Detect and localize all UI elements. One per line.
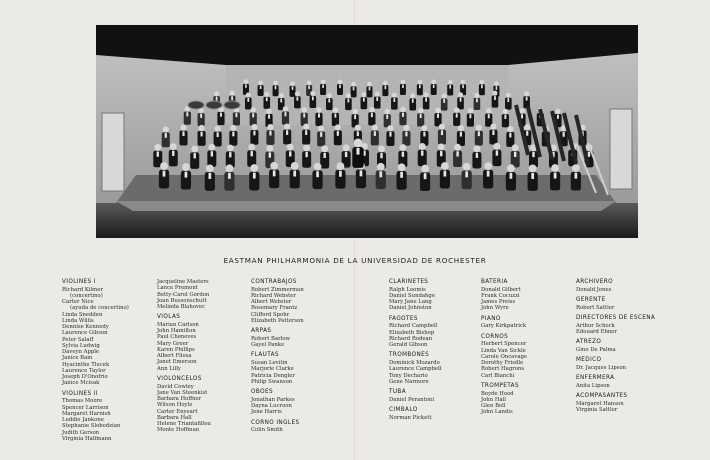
musician-figure: [233, 107, 240, 126]
member-name: John Landis: [481, 409, 513, 416]
member-name: John Wyre: [481, 305, 509, 312]
musician-figure: [198, 108, 205, 127]
roster-section: [576, 393, 655, 413]
member-name: Gerald Gibson: [389, 342, 428, 349]
member-name: Paul Cheneves: [157, 334, 197, 341]
musician-figure: [273, 81, 279, 97]
musician-figure: [361, 92, 368, 109]
roster-section: [481, 279, 527, 312]
section-heading: FLAUTAS: [251, 352, 279, 359]
musician-figure: [453, 144, 462, 167]
section-heading: CONTRABAJOS: [251, 279, 297, 285]
musician-figure: [400, 80, 406, 96]
member-name: Laurence Gibson: [62, 330, 108, 337]
member-name: Albert Fliosa: [157, 353, 192, 360]
member-name: Virginia Halfmann: [62, 435, 112, 442]
musician-figure: [326, 93, 333, 110]
musician-figure: [169, 143, 178, 166]
member-name: Clifford Spohr: [251, 311, 290, 318]
member-name: Dominick Mozardo: [389, 360, 440, 367]
musician-figure: [374, 92, 381, 109]
member-name: Janet Emerson: [157, 359, 197, 366]
member-name: Melinda Blahovec: [157, 304, 206, 310]
section-heading: ENFERMERA: [576, 375, 615, 382]
musician-figure: [258, 81, 264, 97]
member-name: Glen Bell: [481, 403, 506, 409]
musician-figure: [440, 162, 450, 188]
member-name: Luddie Jankone: [62, 417, 104, 424]
musician-figure: [506, 126, 514, 147]
roster-section: [157, 314, 211, 372]
musician-figure: [505, 93, 512, 110]
musician-figure: [431, 79, 437, 95]
member-name: Robert Zimmerman: [251, 286, 304, 293]
member-name: Margaret Harnish: [62, 410, 111, 417]
musician-figure: [418, 143, 427, 166]
musician-figure: [434, 108, 441, 127]
member-name: Philip Swanson: [251, 378, 293, 385]
member-name: Carter Nice: [62, 299, 94, 306]
musician-figure: [334, 124, 342, 145]
member-name: Spencer Larrison: [62, 404, 109, 411]
musician-figure: [229, 125, 237, 146]
roster-section: [251, 389, 304, 415]
member-name: Helene Triantafillou: [157, 421, 211, 428]
musician-figure: [457, 125, 465, 146]
musician-figure: [184, 106, 191, 125]
musician-figure: [438, 124, 446, 145]
member-name: Elizabeth Patterson: [251, 317, 304, 324]
section-heading: MEDICO: [576, 357, 602, 364]
musician-figure: [386, 125, 394, 146]
roster-column: [157, 279, 211, 438]
member-name: Dorothy Frisdle: [481, 360, 524, 367]
musician-figure: [417, 108, 424, 127]
musician-figure: [302, 124, 310, 145]
roster-column: [251, 279, 304, 438]
musician-figure: [483, 162, 493, 188]
member-name: Karen Phillips: [157, 346, 195, 353]
member-name: Donald Gilbert: [481, 286, 521, 293]
member-name: Joseph D'Onofrio: [62, 374, 108, 381]
section-heading: TROMPETAS: [481, 382, 519, 389]
musician-figure: [474, 93, 481, 110]
musician-figure: [475, 125, 483, 146]
timpani-icon: [188, 101, 204, 109]
member-name: Wilson Hoyle: [157, 402, 193, 409]
musician-figure: [352, 138, 363, 167]
musician-figure: [294, 91, 301, 108]
member-name: Barbara Hall: [157, 414, 192, 421]
member-name: Janice Mcisak: [62, 380, 100, 387]
musician-figure: [283, 123, 291, 144]
member-name: Daniel Johnston: [389, 305, 432, 312]
roster-section: [389, 407, 442, 421]
member-name: Robert Barlow: [251, 335, 291, 342]
musician-figure: [332, 107, 339, 126]
section-heading: CLARINETES: [389, 279, 429, 285]
musician-figure: [472, 145, 481, 168]
section-heading: ARCHIVERO: [576, 279, 613, 285]
musician-figure: [447, 80, 453, 96]
musician-figure: [371, 124, 379, 145]
section-heading: VIOLONCELOS: [157, 376, 202, 383]
roster-column: [481, 279, 527, 420]
musician-figure: [492, 143, 501, 166]
musician-figure: [179, 125, 187, 146]
member-name: Barbara Hoffner: [157, 396, 202, 403]
member-name: Gene Narmore: [389, 378, 429, 385]
member-name: Robert Hagrons: [481, 366, 525, 373]
roster-column: [389, 279, 442, 425]
member-name: Colin Smith: [251, 427, 283, 434]
member-name: Susan Levitin: [251, 360, 288, 367]
musician-figure: [290, 162, 300, 188]
member-name: Peter Salaff: [62, 336, 94, 343]
roster-section: [576, 315, 655, 335]
member-name: Richard Rodean: [389, 335, 433, 342]
member-name: Tony Dechario: [389, 372, 428, 379]
roster-column: [576, 279, 655, 417]
member-name: Virginia Sattler: [576, 406, 618, 413]
musician-figure: [382, 81, 388, 97]
musician-figure: [420, 165, 430, 191]
musician-figure: [269, 162, 279, 188]
section-heading: BATERIA: [481, 279, 508, 285]
timpani-icon: [206, 101, 222, 109]
member-name: Monte Hoffman: [157, 427, 200, 434]
musician-figure: [441, 94, 448, 111]
musician-figure: [290, 81, 296, 97]
section-heading: VIOLINES II: [62, 390, 98, 397]
member-name: Linda Willis: [62, 317, 94, 324]
roster-section: [62, 391, 129, 442]
musician-figure: [550, 164, 560, 190]
musician-figure: [366, 82, 372, 98]
photo-caption: EASTMAN PHILHARMONIA DE LA UNIVERSIDAD DE ROCHESTER: [223, 256, 487, 265]
roster-section: [576, 339, 655, 353]
musician-figure: [417, 80, 423, 96]
musician-figure: [420, 125, 428, 146]
musician-figure: [320, 79, 326, 95]
section-heading: TROMBONES: [389, 352, 430, 359]
section-heading: DIRECTORES DE ESCENA: [576, 314, 656, 321]
member-name: Daveyn Apple: [62, 349, 100, 356]
musician-figure: [315, 107, 322, 126]
timpani-icon: [224, 101, 240, 109]
member-name: Thomas Moore: [62, 398, 103, 405]
section-heading: FAGOTES: [389, 315, 418, 322]
musician-figure: [250, 107, 257, 126]
member-name: Stephanie Slobodzian: [62, 423, 121, 430]
musician-figure: [190, 146, 199, 169]
musician-figure: [528, 165, 538, 191]
roster-section: [389, 389, 442, 403]
musician-figure: [457, 92, 464, 109]
roster-section: [251, 328, 304, 348]
roster-column: [62, 279, 129, 446]
member-name: Joan Bussenschutt: [157, 297, 207, 304]
roster-section: [251, 352, 304, 385]
musician-figure: [162, 126, 170, 147]
musician-figure: [453, 107, 460, 126]
member-name: Richard Webster: [251, 292, 296, 299]
musician-figure: [198, 125, 206, 146]
member-name: Janice Bain: [62, 355, 93, 362]
orchestra-photo-icon: [96, 25, 638, 238]
member-name: Marjorie Clarke: [251, 366, 294, 373]
member-name: Gayel Panke: [251, 342, 285, 349]
musician-figure: [506, 164, 516, 190]
member-name: Jacqueline Masters: [157, 279, 209, 285]
musician-figure: [571, 164, 581, 190]
member-name: (concertino): [70, 292, 103, 299]
musician-figure: [159, 162, 169, 188]
roster-section: [576, 375, 655, 389]
member-name: Marian Carlson: [157, 321, 199, 328]
musician-figure: [301, 107, 308, 126]
musician-figure: [492, 91, 499, 108]
member-name: Arthur Schock: [576, 322, 615, 329]
musician-figure: [224, 164, 234, 190]
section-heading: ACOMPASANTES: [576, 393, 628, 400]
musician-figure: [317, 125, 325, 146]
musician-figure: [310, 91, 317, 108]
musician-figure: [523, 91, 530, 108]
section-heading: TUBA: [389, 389, 407, 396]
section-heading: ATREZO: [576, 339, 602, 346]
member-name: Dr. Jacques Lipson: [576, 364, 627, 371]
member-name: Daniel Perantoni: [389, 396, 435, 403]
musician-figure: [423, 92, 430, 109]
section-heading: CORNO INGLES: [251, 419, 300, 426]
member-name: Linda Van Sickle: [481, 347, 526, 354]
roster-section: [157, 376, 211, 434]
musician-figure: [511, 144, 520, 167]
musician-figure: [409, 93, 416, 110]
musician-figure: [384, 109, 391, 128]
section-heading: CORNOS: [481, 333, 509, 340]
musician-figure: [368, 107, 375, 126]
member-name: Anita Lipson: [576, 382, 610, 389]
musician-figure: [245, 92, 252, 109]
musician-figure: [217, 107, 224, 126]
musician-figure: [247, 144, 256, 167]
musician-figure: [263, 92, 270, 109]
member-name: (ayuda de concertino): [70, 305, 129, 312]
roster-section: [251, 420, 304, 434]
member-name: Lance Premont: [157, 285, 198, 292]
member-name: Margaret Hanson: [576, 400, 624, 407]
member-name: Patricia Dengler: [251, 372, 295, 379]
member-name: Laurence Campbell: [389, 366, 442, 373]
musician-figure: [337, 80, 343, 96]
musician-figure: [266, 124, 274, 145]
member-name: Frank Cocuzzi: [481, 292, 520, 299]
member-name: Carl Bianchi: [481, 372, 515, 379]
member-name: Dennise Kennedy: [62, 324, 109, 331]
member-name: Edouard Ebner: [576, 328, 617, 335]
musician-figure: [249, 164, 259, 190]
musician-figure: [302, 144, 311, 167]
member-name: Norman Pickett: [389, 414, 432, 421]
member-name: Ann Lilly: [157, 365, 181, 372]
member-name: Dayna Lucroon: [251, 403, 292, 409]
member-name: Mary Jane Lang: [389, 299, 432, 306]
member-name: Boyde Hood: [481, 390, 514, 397]
member-name: Ralph Loomis: [389, 286, 426, 293]
member-name: Jane Van Steenkist: [157, 389, 208, 396]
musician-figure: [376, 163, 386, 189]
musician-figure: [207, 144, 216, 167]
musician-figure: [320, 145, 329, 168]
roster-section: [576, 297, 655, 311]
musician-figure: [226, 145, 235, 168]
musician-figure: [205, 164, 215, 190]
musician-figure: [214, 126, 222, 147]
musician-figure: [485, 108, 492, 127]
member-name: Linda Snedden: [62, 311, 103, 318]
musician-figure: [402, 125, 410, 146]
member-name: James Preiss: [481, 299, 516, 306]
roster-section: [389, 316, 442, 349]
member-name: Richard Campbell: [389, 323, 438, 330]
musician-figure: [312, 163, 322, 189]
section-heading: GERENTE: [576, 296, 606, 303]
musician-figure: [396, 163, 406, 189]
section-heading: PIANO: [481, 315, 501, 322]
roster-section: [62, 279, 129, 387]
member-name: Daniel Sundahge: [389, 292, 435, 299]
roster-section: [576, 279, 655, 293]
member-name: Mary Greer: [157, 340, 189, 347]
member-name: Gino De Palma: [576, 346, 616, 353]
roster-section: [481, 316, 527, 330]
member-name: Donald Jones: [576, 286, 612, 293]
member-name: Laurence Taylor: [62, 367, 106, 374]
member-name: Albert Webster: [251, 299, 292, 306]
roster-section: [481, 334, 527, 379]
musician-figure: [282, 106, 289, 125]
member-name: Jonathan Parkes: [251, 396, 295, 403]
section-heading: OBOES: [251, 389, 273, 396]
musician-figure: [467, 108, 474, 127]
member-name: Richard Kilmer: [62, 286, 103, 293]
musician-figure: [351, 82, 357, 97]
member-name: Robert Sattler: [576, 304, 615, 311]
roster-section: [481, 383, 527, 416]
orchestra-photograph: [96, 25, 638, 238]
member-name: Carole Oncavage: [481, 353, 527, 360]
member-name: Herbert Spencer: [481, 341, 527, 348]
musician-figure: [181, 163, 191, 189]
musician-figure: [479, 80, 485, 96]
musician-figure: [399, 107, 406, 126]
member-name: Gary Kirkpatrick: [481, 323, 527, 330]
roster-section: [251, 279, 304, 324]
section-heading: VIOLAS: [157, 314, 181, 321]
musician-figure: [345, 93, 352, 110]
member-name: John Hall: [481, 396, 506, 403]
member-name: Rosemary Frantz: [251, 305, 298, 312]
member-name: Carter Enyeart: [157, 408, 198, 415]
musician-figure: [391, 93, 398, 110]
section-heading: VIOLINES I: [62, 279, 96, 285]
musician-figure: [250, 124, 258, 145]
roster-section: [389, 352, 442, 385]
section-heading: ARPAS: [251, 328, 272, 335]
member-name: Elizabeth Bishop: [389, 329, 435, 336]
musician-figure: [502, 109, 509, 128]
roster-section: [157, 279, 211, 310]
musician-figure: [462, 163, 472, 189]
member-name: Jene Harris: [251, 409, 282, 416]
member-name: Judith Gerson: [62, 429, 100, 436]
musician-figure: [489, 124, 497, 145]
member-name: Hyacinthe Tlucek: [62, 361, 110, 368]
roster-section: [576, 357, 655, 371]
section-heading: CIMBALO: [389, 407, 418, 414]
member-name: Sylvia Ludwig: [62, 342, 100, 349]
member-name: Betty-Carol Gordon: [157, 291, 210, 298]
member-name: John Hamilton: [157, 328, 196, 335]
musician-figure: [335, 162, 345, 188]
member-name: David Cowley: [157, 383, 194, 390]
roster-section: [389, 279, 442, 312]
